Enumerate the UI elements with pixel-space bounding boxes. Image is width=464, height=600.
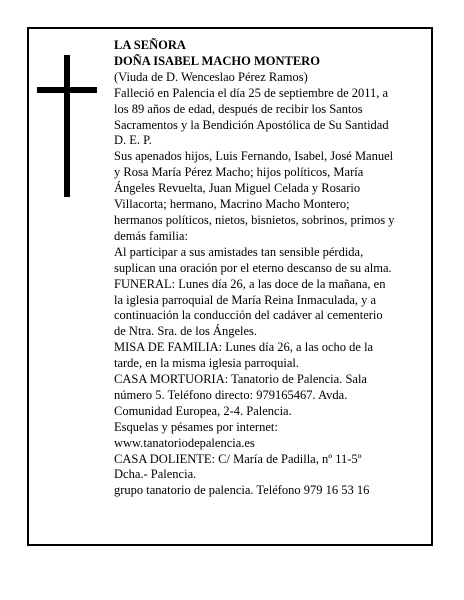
widow-of-line: (Viuda de D. Wenceslao Pérez Ramos) — [114, 69, 308, 84]
funeral-line: FUNERAL: Lunes día 26, a las doce de la mañana, en — [114, 276, 386, 291]
death-notice-line: los 89 años de edad, después de recibir los Santos — [114, 101, 363, 116]
family-line: Villacorta; hermano, Macrino Macho Montero; — [114, 197, 350, 212]
family-line: y Rosa María Pérez Macho; hijos políticos, María — [114, 165, 364, 180]
prayer-request-line: Al participar a sus amistades tan sensible pérdida, — [114, 244, 364, 259]
family-mass-line: tarde, en la misma iglesia parroquial. — [114, 356, 300, 371]
funeral-home-line: Comunidad Europea, 2-4. Palencia. — [114, 403, 292, 418]
website-line: www.tanatoriodepalencia.es — [114, 435, 255, 450]
family-line: Sus apenados hijos, Luis Fernando, Isabel, José Manuel — [114, 149, 394, 164]
family-line: demás familia: — [114, 228, 188, 243]
mourning-house-line: CASA DOLIENTE: C/ María de Padilla, nº 11-5º — [114, 451, 362, 466]
mourning-house-line: Dcha.- Palencia. — [114, 467, 197, 482]
cross-vertical-bar — [64, 55, 70, 197]
deceased-name: DOÑA ISABEL MACHO MONTERO — [114, 53, 320, 68]
online-condolences-line: Esquelas y pésames por internet: — [114, 419, 278, 434]
cross-icon — [37, 55, 97, 197]
funeral-line: continuación la conducción del cadáver al cementerio — [114, 308, 383, 323]
title-line-1: LA SEÑORA — [114, 38, 186, 52]
funeral-home-line: CASA MORTUORIA: Tanatorio de Palencia. Sala — [114, 372, 367, 387]
family-mass-line: MISA DE FAMILIA: Lunes día 26, a las ocho de la — [114, 340, 374, 355]
cross-horizontal-bar — [37, 87, 97, 93]
prayer-request-line: suplican una oración por el eterno descanso de su alma. — [114, 260, 392, 275]
funeral-line: la iglesia parroquial de María Reina Inmaculada, y a — [114, 292, 377, 307]
family-line: Ángeles Revuelta, Juan Miguel Celada y Rosario — [114, 181, 361, 196]
death-notice-line: D. E. P. — [114, 133, 152, 148]
funeral-line: de Ntra. Sra. de los Ángeles. — [114, 324, 258, 339]
death-notice-line: Falleció en Palencia el día 25 de septiembre de 2011, a — [114, 85, 389, 100]
death-notice-line: Sacramentos y la Bendición Apostólica de Su Santidad — [114, 117, 389, 132]
family-line: hermanos políticos, nietos, bisnietos, sobrinos, primos y — [114, 212, 395, 227]
obituary-text — [114, 38, 420, 499]
funeral-home-line: número 5. Teléfono directo: 979165467. Avda. — [114, 387, 348, 402]
footer-line: grupo tanatorio de palencia. Teléfono 979 16 53 16 — [114, 483, 370, 498]
